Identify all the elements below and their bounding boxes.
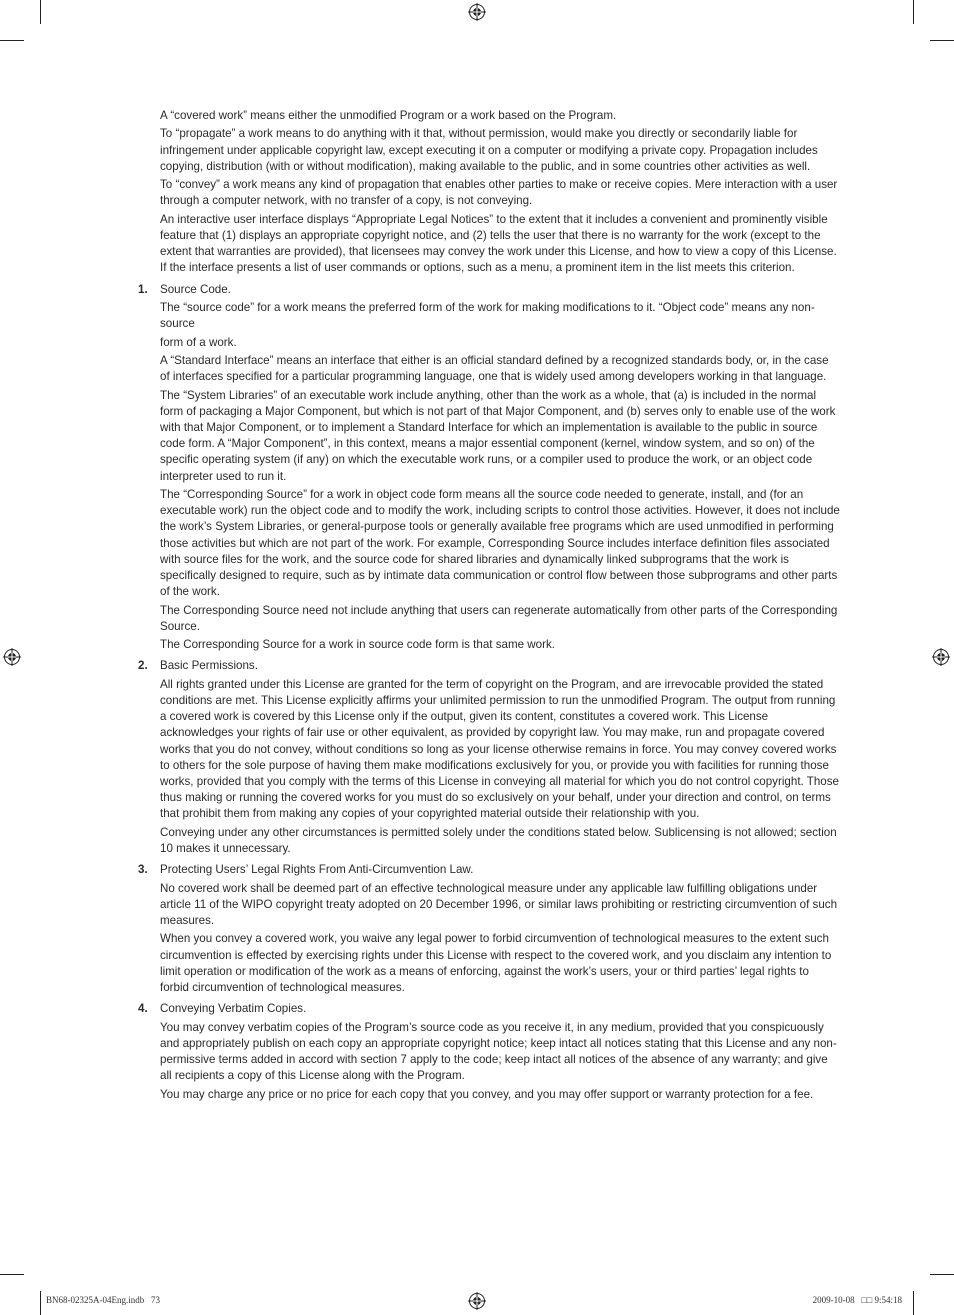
registration-mark-icon [468,3,486,21]
paragraph: When you convey a covered work, you waive any legal power to forbid circumvention of technological measures to the extent such circumvention is effected by exercising rights under this License with respect to the covered work, and you disclaim any intention to limit operation or modification of the work as a means of enforcing, against the work’s users, your or third parties’ legal rights to forbid circumvention of technological measures. [160,932,832,994]
section-number: 3. [138,863,148,877]
paragraph: The “System Libraries” of an executable work include anything, other than the work as a whole, that (a) is included in the normal form of packaging a Major Component, but which is not part of that Major Component, and (b) serves only to enable use of the work with that Major Component, or to implement a Standard Interface for which an implementation is available to the public in source code form. A “Major Component”, in this context, means a major essential component (kernel, window system, and so on) of the specific operating system (if any) on which the executable work runs, or a compiler used to produce the work, or an object code interpreter used to run it. [160,388,836,483]
crop-mark [913,1291,914,1315]
paragraph: The “Corresponding Source” for a work in object code form means all the source code needed to generate, install, and (for an executable work) run the object code and to modify the work, including scripts to control those activities. However, it does not include the work’s System Libraries, or general-purpose tools or generally available free programs which are used unmodified in performing those activities but which are not part of the work. For example, Corresponding Source includes interface definition files associated with source files for the work, and the source code for shared libraries and dynamically linked subprograms that the work is specifically designed to require, such as by intimate data communication or control flow between those subprograms and other parts of the work. [160,487,840,599]
crop-mark [913,0,914,24]
section-title: Conveying Verbatim Copies. [160,1002,307,1016]
paragraph: form of a work. [160,335,237,349]
section-number: 2. [138,659,148,673]
registration-mark-icon [468,1292,486,1310]
section-heading [138,1001,841,1017]
footer-timestamp: 2009-10-08 □□ 9:54:18 [812,1295,902,1305]
crop-mark [0,1274,24,1275]
section-title: Source Code. [160,282,231,296]
section-number: 1. [138,282,148,296]
footer-file-name: BN68-02325A-04Eng.indb 73 [46,1295,160,1305]
section-heading [138,658,841,674]
section-title: Protecting Users’ Legal Rights From Anti-Circumvention Law. [160,863,474,877]
paragraph: You may convey verbatim copies of the Program’s source code as you receive it, in any medium, provided that you conspicuously and appropriately publish on each copy an appropriate copyright notice; keep intact all notices stating that this License and any non-permissive terms added in accord with section 7 apply to the code; keep intact all notices of the absence of any warranty; and give all recipients a copy of this License along with the Program. [160,1020,837,1083]
license-text [138,108,841,1105]
registration-mark-icon [932,648,950,666]
paragraph: The Corresponding Source need not include anything that users can regenerate automatically from other parts of the Corresponding Source. [160,603,838,633]
crop-mark [40,1291,41,1315]
crop-mark [0,40,24,41]
paragraph: No covered work shall be deemed part of an effective technological measure under any applicable law fulfilling obligations under article 11 of the WIPO copyright treaty adopted on 20 December 1996, or similar laws prohibiting or restricting circumvention of such measures. [160,881,838,927]
crop-mark [40,0,41,24]
section-heading [138,862,841,878]
paragraph: All rights granted under this License are granted for the term of copyright on the Program, and are irrevocable provided the stated conditions are met. This License explicitly affirms your unlimited permission to run the unmodified Program. The output from running a covered work is covered by this License only if the output, given its content, constitutes a covered work. This License acknowledges your rights of fair use or other equivalent, as provided by copyright law. You may make, run and propagate covered works that you do not convey, without conditions so long as your license otherwise remains in force. You may convey covered works to others for the sole purpose of having them make modifications exclusively for you, or provide you with facilities for running those works, provided that you comply with the terms of this License in conveying all material for which you do not control copyright. Those thus making or running the covered works for you must do so exclusively on your behalf, under your direction and control, on terms that prohibit them from making any copies of your copyrighted material outside their relationship with you. [160,677,839,821]
section-number: 4. [138,1002,148,1016]
paragraph: Conveying under any other circumstances is permitted solely under the conditions stated below. Sublicensing is not allowed; section 10 makes it unnecessary. [160,825,837,855]
paragraph: A “covered work” means either the unmodified Program or a work based on the Program. [160,109,617,122]
section-basic-permissions [138,658,841,857]
crop-mark [930,40,954,41]
intro-definitions [160,108,841,277]
section-verbatim-copies [138,1001,841,1103]
paragraph: An interactive user interface displays “Appropriate Legal Notices” to the extent that it includes a convenient and prominently visible feature that (1) displays an appropriate copyright notice, and (2) tells the user that there is no warranty for the work (except to the extent that warranties are provided), that licensees may convey the work under this License, and how to view a copy of this License. If the interface presents a list of user commands or options, such as a menu, a prominent item in the list meets this criterion. [160,212,837,275]
section-heading [138,282,841,298]
section-title: Basic Permissions. [160,659,258,673]
paragraph: A “Standard Interface” means an interface that either is an official standard defined by a recognized standards body, or, in the case of interfaces specified for a particular programming language, one that is widely used among developers working in that language. [160,353,829,384]
paragraph: To “convey” a work means any kind of propagation that enables other parties to make or receive copies. Mere interaction with a user through a computer network, with no transfer of a copy, is not conveying. [160,178,838,208]
crop-mark [930,1274,954,1275]
section-anti-circumvention [138,862,841,996]
paragraph: The “source code” for a work means the preferred form of the work for making modifications to it. “Object code” means any non-source [160,300,815,331]
paragraph: You may charge any price or no price for each copy that you convey, and you may offer support or warranty protection for a fee. [160,1087,814,1101]
paragraph: The Corresponding Source for a work in source code form is that same work. [160,638,556,652]
paragraph: To “propagate” a work means to do anything with it that, without permission, would make you directly or secondarily liable for infringement under applicable copyright law, except executing it on a computer or modifying a private copy. Propagation includes copying, distribution (with or without modification), making available to the public, and in some countries other activities as well. [160,127,818,173]
registration-mark-icon [3,648,21,666]
section-source-code [138,282,841,654]
